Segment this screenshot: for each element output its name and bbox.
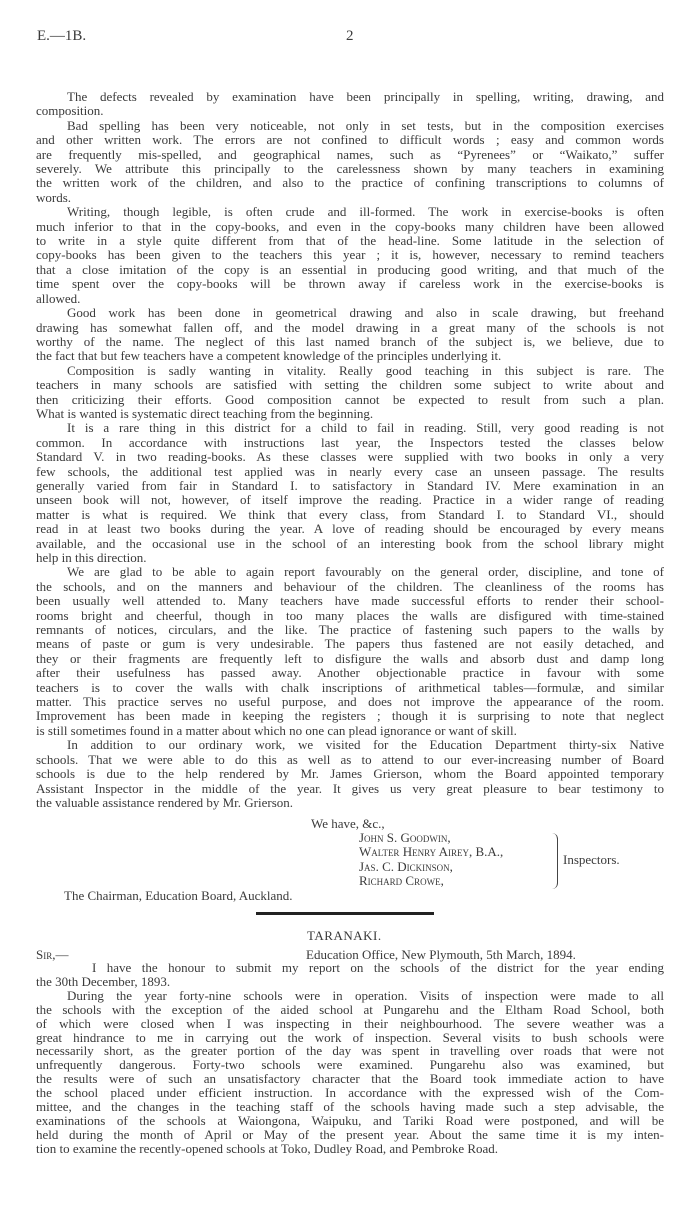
text-line: matter is what is required. We think that every class, from Standard I. to Standard VI., should (36, 506, 664, 522)
text-line: copy-books has been given to the teachers this year ; it is, however, necessary to remind teachers (36, 247, 664, 263)
text-line: the fact that but few teachers have a competent knowledge of the principles underlying it. (36, 348, 502, 364)
text-line: composition. (36, 103, 104, 119)
addressee: The Chairman, Education Board, Auckland. (64, 888, 293, 903)
text-line: words. (36, 189, 72, 205)
paragraph (36, 306, 664, 364)
paragraph (36, 205, 664, 306)
text-line: examinations of the schools at Waiongona, Waipuku, and Tariki Road were postponed, and will be (36, 1112, 664, 1128)
paragraph (36, 989, 664, 1156)
text-line: the school placed under efficient instruction. In accordance with the expressed wish of the Com- (36, 1085, 664, 1101)
text-line: they or their fragments are frequently left to disfigure the walls and absorb dust and damp long (36, 650, 664, 666)
dateline: Education Office, New Plymouth, 5th March, 1894. (306, 947, 576, 962)
text-line: schools. That we were able to do this as well as to attend to our ever-increasing number of Board (36, 751, 664, 767)
signatory: John S. Goodwin, (359, 830, 451, 845)
signatory: Jas. C. Dickinson, (359, 858, 453, 874)
text-line: Standard V. in two reading-books. As these classes were supplied with two books in only a very (36, 449, 664, 465)
text-line: teachers in many schools are satisfied with setting the children some subject to write about and (36, 377, 664, 393)
page-number: 2 (346, 28, 354, 44)
text-line: Composition is sadly wanting in vitality. Really good teaching in this subject is rare. The (67, 362, 664, 378)
text-line: unseen book will not, however, of itself improve the reading. Practice in a wider range of reading (36, 492, 664, 508)
text-line: It is a rare thing in this district for a child to fail in reading. Still, very good reading is not (67, 420, 664, 436)
text-line: Writing, though legible, is often crude and ill-formed. The work in exercise-books is often (67, 204, 664, 220)
text-line: help in this direction. (36, 550, 147, 565)
signatories (359, 831, 503, 889)
text-line: drawing has somewhat fallen off, and the model drawing in a great many of the schools is not (36, 319, 664, 335)
paragraph (36, 961, 664, 989)
text-line: rooms bright and cheerful, though in too many places the walls are disfigured with time-stained (36, 607, 664, 623)
text-line: matter. This practice serves no useful purpose, and does not improve the appearance of the room. (36, 694, 664, 710)
text-line: the valuable assistance rendered by Mr. Grierson. (36, 794, 294, 810)
text-line: mittee, and the changes in the teaching staff of the schools having made such a step advisable, the (36, 1099, 664, 1115)
text-line: severely. We attribute this principally to the carelessness shown by many teachers in examining (36, 161, 664, 177)
paragraph (36, 565, 664, 738)
signatory: Richard Crowe, (359, 873, 444, 889)
text-line: I have the honour to submit my report on the schools of the district for the year ending (92, 960, 664, 975)
signatory-brace (549, 833, 558, 889)
text-line: In addition to our ordinary work, we visited for the Education Department thirty-six Native (67, 737, 664, 753)
text-line: the schools with the exception of the aided school at Pungarehu and the Eltham Road School, both (36, 1001, 664, 1017)
text-line: the 30th December, 1893. (36, 973, 171, 989)
section-heading: TARANAKI. (307, 928, 382, 943)
text-line: Bad spelling has been very noticeable, not only in set tests, but in the composition exercises (67, 117, 664, 133)
text-line: tion to examine the recently-opened schools at Toko, Dudley Road, and Pembroke Road. (36, 1140, 499, 1156)
text-line: and other written work. The errors are not confined to difficult words ; easy and common words (36, 132, 664, 148)
document-section-code: E.—1B. (37, 28, 87, 44)
text-line: the results were of such an unsatisfactory character that the Board took immediate action to have (36, 1071, 664, 1087)
text-line: schools is due to the help rendered by Mr. James Grierson, whom the Board appointed temporary (36, 766, 664, 782)
text-line: available, and the occasional use in the school of an interesting book from the school library might (36, 535, 664, 551)
text-line: to write in a style quite different from that of the head-line. Some latitude in the selection of (36, 233, 664, 249)
text-line: unfrequently dangerous. Forty-two schools were examined. Pungarehu also was examined, but (36, 1057, 664, 1073)
text-line: the schools, and on the manners and behaviour of the children. The cleanliness of the rooms has (36, 578, 664, 594)
text-line: much inferior to that in the copy-books, and even in the copy-books many children have been allowed (36, 218, 664, 234)
signatory: Walter Henry Airey, B.A., (359, 844, 504, 860)
text-line: Assistant Inspector in the middle of the year. It gives us very great pleasure to bear testimony to (36, 780, 664, 796)
text-line: the written work of the children, and also to the practice of confining transcriptions to columns of (36, 175, 664, 191)
text-line: What is wanted is systematic direct teaching from the beginning. (36, 405, 374, 421)
text-line: We are glad to be able to again report favourably on the general order, discipline, and tone of (67, 564, 664, 580)
text-line: The defects revealed by examination have been principally in spelling, writing, drawing, and (67, 89, 664, 104)
auckland-report-body (36, 90, 664, 810)
paragraph (36, 421, 664, 565)
text-line: worthy of the name. The neglect of this last named branch of the subject is, we believe, due to (36, 333, 664, 349)
text-line: remnants of notices, circulars, and the like. The practice of fastening such papers to the walls by (36, 622, 664, 638)
text-line: held during the month of April or May of the present year. About the same time it is my inten- (36, 1126, 664, 1142)
text-line: During the year forty-nine schools were in operation. Visits of inspection were made to all (67, 987, 664, 1003)
signatory-title: Inspectors. (563, 852, 620, 867)
text-line: been usually well attended to. Many teachers have made successful efforts to render their school- (36, 593, 664, 609)
section-divider (256, 912, 434, 915)
paragraph (36, 738, 664, 810)
salutation: Sir,— (36, 947, 69, 962)
text-line: great hindrance to me in carrying out the work of inspection. Several visits to bush schools were (36, 1029, 664, 1045)
text-line: are frequently mis-spelled, and geographical names, such as “Pyrenees” or “Waikato,” suffer (36, 146, 664, 162)
text-line: is still sometimes found in a matter about which no one can plead ignorance or want of skill. (36, 722, 517, 738)
taranaki-report-body (36, 961, 664, 1156)
text-line: after their usefulness has passed away. Another objectionable practice in favour with some (36, 665, 664, 681)
text-line: few schools, the additional test applied was in nearly every case an unseen passage. The results (36, 463, 664, 479)
text-line: that a close imitation of the copy is an essential in producing good writing, and that much of the (36, 261, 664, 277)
closing: We have, &c., (311, 816, 385, 831)
text-line: then criticizing their efforts. Good composition cannot be expected to result from such a plan. (36, 391, 664, 407)
text-line: means of paste or gum is very undesirable. The papers thus fastened are not easily detached, and (36, 636, 664, 652)
text-line: Good work has been done in geometrical drawing and also in scale drawing, but freehand (67, 305, 664, 321)
paragraph (36, 364, 664, 422)
text-line: of which were closed when I was inspecting in their neighbourhood. The severe weather was a (36, 1015, 664, 1031)
text-line: read in at least two books during the year. A love of reading should be encouraged by every means (36, 521, 664, 537)
text-line: common. In accordance with instructions last year, the Inspectors tested the classes below (36, 434, 664, 450)
text-line: Improvement has been made in keeping the registers ; though it is surprising to note that neglect (36, 708, 664, 724)
text-line: teachers is to cover the walls with chalk inscriptions of arithmetical tables—formulæ, and similar (36, 679, 664, 695)
text-line: generally varied from fair in Standard I. to satisfactory in Standard IV. Mere examination in an (36, 477, 664, 493)
text-line: allowed. (36, 290, 81, 306)
paragraph (36, 119, 664, 205)
text-line: time spent over the copy-books will be thrown away if careless work in the exercise-books is (36, 276, 664, 292)
text-line: necessarily short, as the greater portion of the day was spent in travelling over roads that were not (36, 1043, 664, 1059)
paragraph (36, 90, 664, 119)
